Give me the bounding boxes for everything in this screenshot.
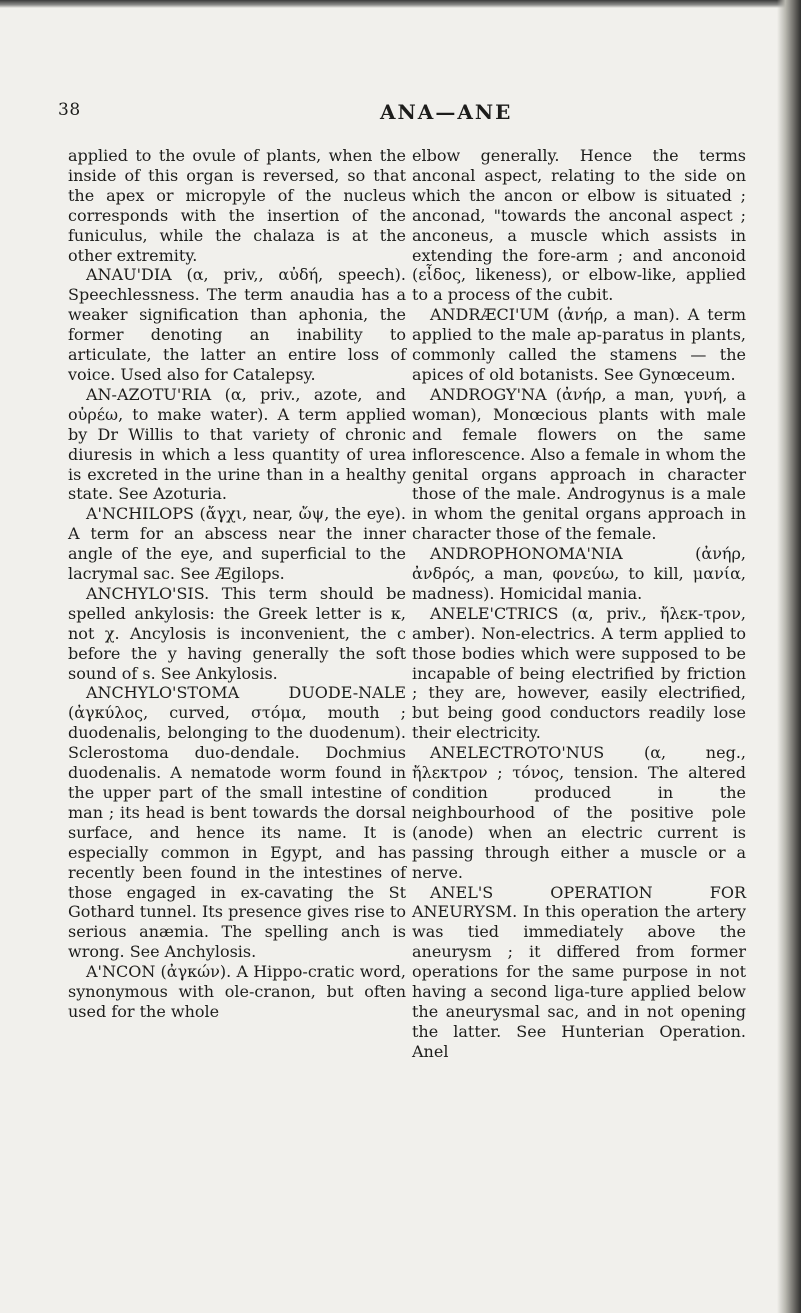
entry-paragraph: A'NCON (ἀγκών). A Hippo-cratic word, synonymous with ole-cranon, but often used for the whole <box>68 962 406 1021</box>
entry-paragraph: ANELECTROTO'NUS (α, neg., ἤλεκτρον ; τόνος, tension. The altered condition produced in the neighbourhood of the positive pole (anode) when an electric current is passing through either a muscle or a nerve. <box>412 743 746 882</box>
left-column <box>68 146 406 1022</box>
entry-paragraph: ANAU'DIA (α, priv,, αὐδή, speech). Speechlessness. The term anaudia has a weaker signification than aphonia, the former denoting an inability to articulate, the latter an entire loss of voice. Used also for Catalepsy. <box>68 265 406 384</box>
entry-paragraph: ANDROGY'NA (ἀνήρ, a man, γυνή, a woman), Monœcious plants with male and female flowers on the same inflorescence. Also a female in whom the genital organs approach in character those of the male. Androgynus is a male in whom the genital organs approach in character those of the female. <box>412 384 746 544</box>
entry-paragraph: ANELE'CTRICS (α, priv., ἤλεκ-τρον, amber). Non-electrics. A term applied to those bodies which were supposed to be incapable of being electrified by friction ; they are, however, easily electrified, but being good conductors readily lose their electricity. <box>412 603 746 743</box>
entry-paragraph: ANDRÆCI'UM (ἀνήρ, a man). A term applied to the male ap-paratus in plants, commonly called the stamens — the apices of old botanists. See Gynœceum. <box>412 305 746 384</box>
entry-paragraph: elbow generally. Hence the terms anconal aspect, relating to the side on which the ancon or elbow is situated ; anconad, "towards the anconal aspect ; anconeus, a muscle which assists in extending the fore-arm ; and anconoid (εἶδος, likeness), or elbow-like, applied to a process of the cubit. <box>412 146 746 305</box>
entry-paragraph: ANDROPHONOMA'NIA (ἀνήρ, ἀνδρός, a man, φονεύω, to kill, μανία, madness). Homicidal mania. <box>412 544 746 603</box>
entry-paragraph: ANCHYLO'STOMA DUODE-NALE (ἀγκύλος, curved, στόμα, mouth ; duodenalis, belonging to the duodenum). Sclerostoma duo-dendale. Dochmius duodenalis. A nematode worm found in the upper part of the small intestine of man ; its head is bent towards the dorsal surface, and hence its name. It is especially common in Egypt, and has recently been found in the intestines of those engaged in ex-cavating the St Gothard tunnel. Its presence gives rise to serious anæmia. The spelling anch is wrong. See Anchylosis. <box>68 683 406 962</box>
book-binding-edge <box>777 0 801 1313</box>
entry-paragraph: AN-AZOTU'RIA (α, priv., azote, and οὐρέω, to make water). A term applied by Dr Willis to that variety of chronic diuresis in which a less quantity of urea is excreted in the urine than in a healthy state. See Azoturia. <box>68 384 406 504</box>
entry-paragraph: applied to the ovule of plants, when the inside of this organ is reversed, so that the apex or micropyle of the nucleus corresponds with the insertion of the funiculus, while the chalaza is at the other extremity. <box>68 146 406 265</box>
entry-paragraph: ANCHYLO'SIS. This term should be spelled ankylosis: the Greek letter is κ, not χ. Ancylosis is inconvenient, the c before the y having generally the soft sound of s. See Ankylosis. <box>68 583 406 683</box>
running-head: ANA—ANE <box>380 100 513 124</box>
page-number: 38 <box>58 100 81 120</box>
entry-paragraph: A'NCHILOPS (ἄγχι, near, ὤψ, the eye). A term for an abscess near the inner angle of the eye, and superficial to the lacrymal sac. See Ægilops. <box>68 504 406 584</box>
right-column <box>412 146 746 1062</box>
entry-paragraph: ANEL'S OPERATION FOR ANEURYSM. In this operation the artery was tied immediately above the aneurysm ; it differed from former operations for the same purpose in not having a second liga-ture applied below the aneurysmal sac, and in not opening the latter. See Hunterian Operation. Anel <box>412 882 746 1061</box>
page-top-edge <box>0 0 801 8</box>
